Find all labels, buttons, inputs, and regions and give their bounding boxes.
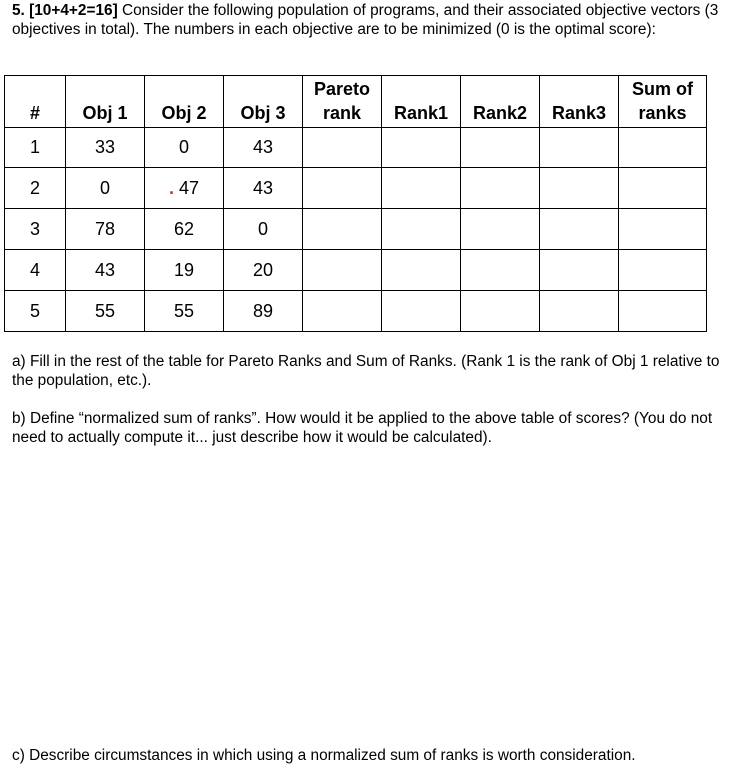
table-row: [5, 209, 707, 250]
cell-obj1: 78: [66, 209, 145, 250]
cell-obj1: 0: [66, 168, 145, 209]
header-sum-of-ranks: [619, 76, 707, 128]
cell-obj1: 55: [66, 291, 145, 332]
cell-obj3: 43: [224, 128, 303, 168]
cell-obj1: 43: [66, 250, 145, 291]
header-pareto-rank: [303, 76, 382, 128]
cell-obj3: 20: [224, 250, 303, 291]
part-c-text: c) Describe circumstances in which using a normalized sum of ranks is worth consideration.: [12, 747, 636, 764]
cell-sum-of-ranks[interactable]: [619, 168, 707, 209]
cell-obj2: 0: [145, 128, 224, 168]
cell-rank3[interactable]: [540, 128, 619, 168]
cell-rank1[interactable]: [382, 209, 461, 250]
cell-rank3[interactable]: [540, 250, 619, 291]
header-rank2: Rank2: [461, 76, 540, 128]
header-rank3: Rank3: [540, 76, 619, 128]
cell-pareto-rank[interactable]: [303, 250, 382, 291]
part-a-text: a) Fill in the rest of the table for Pareto Ranks and Sum of Ranks. (Rank 1 is the rank of Obj 1 relative to the population, etc.).: [12, 353, 720, 389]
header-pareto-line2: rank: [322, 103, 362, 123]
header-pareto-line1: Pareto: [313, 79, 371, 99]
cell-rank1[interactable]: [382, 168, 461, 209]
cell-sum-of-ranks[interactable]: [619, 128, 707, 168]
cell-rank1[interactable]: [382, 291, 461, 332]
header-sum-line2: ranks: [638, 103, 687, 123]
cell-num: 3: [5, 209, 66, 250]
cell-rank3[interactable]: [540, 291, 619, 332]
header-rank1: Rank1: [382, 76, 461, 128]
cell-pareto-rank[interactable]: [303, 291, 382, 332]
cell-rank2[interactable]: [461, 250, 540, 291]
table-row: [5, 168, 707, 209]
cell-pareto-rank[interactable]: [303, 168, 382, 209]
cell-obj2: 55: [145, 291, 224, 332]
cell-obj2: 62: [145, 209, 224, 250]
header-obj1: Obj 1: [66, 76, 145, 128]
question-number: 5.: [12, 2, 25, 19]
cell-obj3: 0: [224, 209, 303, 250]
cell-rank2[interactable]: [461, 209, 540, 250]
cell-rank1[interactable]: [382, 250, 461, 291]
cell-rank3[interactable]: [540, 209, 619, 250]
header-sum-line1: Sum of: [632, 79, 693, 99]
cell-num: 1: [5, 128, 66, 168]
cell-sum-of-ranks[interactable]: [619, 250, 707, 291]
cell-sum-of-ranks[interactable]: [619, 291, 707, 332]
part-b-text: b) Define “normalized sum of ranks”. How would it be applied to the above table of scores? (You do not need to actually compute it... just describe how it would be calculated).: [12, 410, 713, 446]
cell-rank2[interactable]: [461, 168, 540, 209]
cell-obj1: 33: [66, 128, 145, 168]
cell-num: 4: [5, 250, 66, 291]
cell-obj3: 89: [224, 291, 303, 332]
table-row: [5, 250, 707, 291]
cell-rank2[interactable]: [461, 128, 540, 168]
cell-pareto-rank[interactable]: [303, 128, 382, 168]
question-points: [10+4+2=16]: [29, 2, 118, 19]
cell-sum-of-ranks[interactable]: [619, 209, 707, 250]
cell-num: 5: [5, 291, 66, 332]
cell-pareto-rank[interactable]: [303, 209, 382, 250]
header-obj2: Obj 2: [145, 76, 224, 128]
table-header-row: [5, 76, 707, 128]
cell-rank2[interactable]: [461, 291, 540, 332]
cell-obj2-value: 47: [179, 177, 200, 198]
cell-rank1[interactable]: [382, 128, 461, 168]
cell-rank3[interactable]: [540, 168, 619, 209]
table-row: [5, 128, 707, 168]
header-num: #: [5, 76, 66, 128]
question-intro: [12, 1, 732, 39]
cell-obj2: [145, 168, 224, 209]
header-obj3: Obj 3: [224, 76, 303, 128]
cell-obj2: 19: [145, 250, 224, 291]
red-mark-dot: .: [168, 177, 174, 198]
cell-num: 2: [5, 168, 66, 209]
objectives-table: [4, 75, 707, 332]
cell-obj3: 43: [224, 168, 303, 209]
table-row: [5, 291, 707, 332]
question-text: Consider the following population of programs, and their associated objective vectors (3 objectives in total). The numbers in each objective are to be minimized (0 is the optimal score):: [12, 2, 719, 38]
